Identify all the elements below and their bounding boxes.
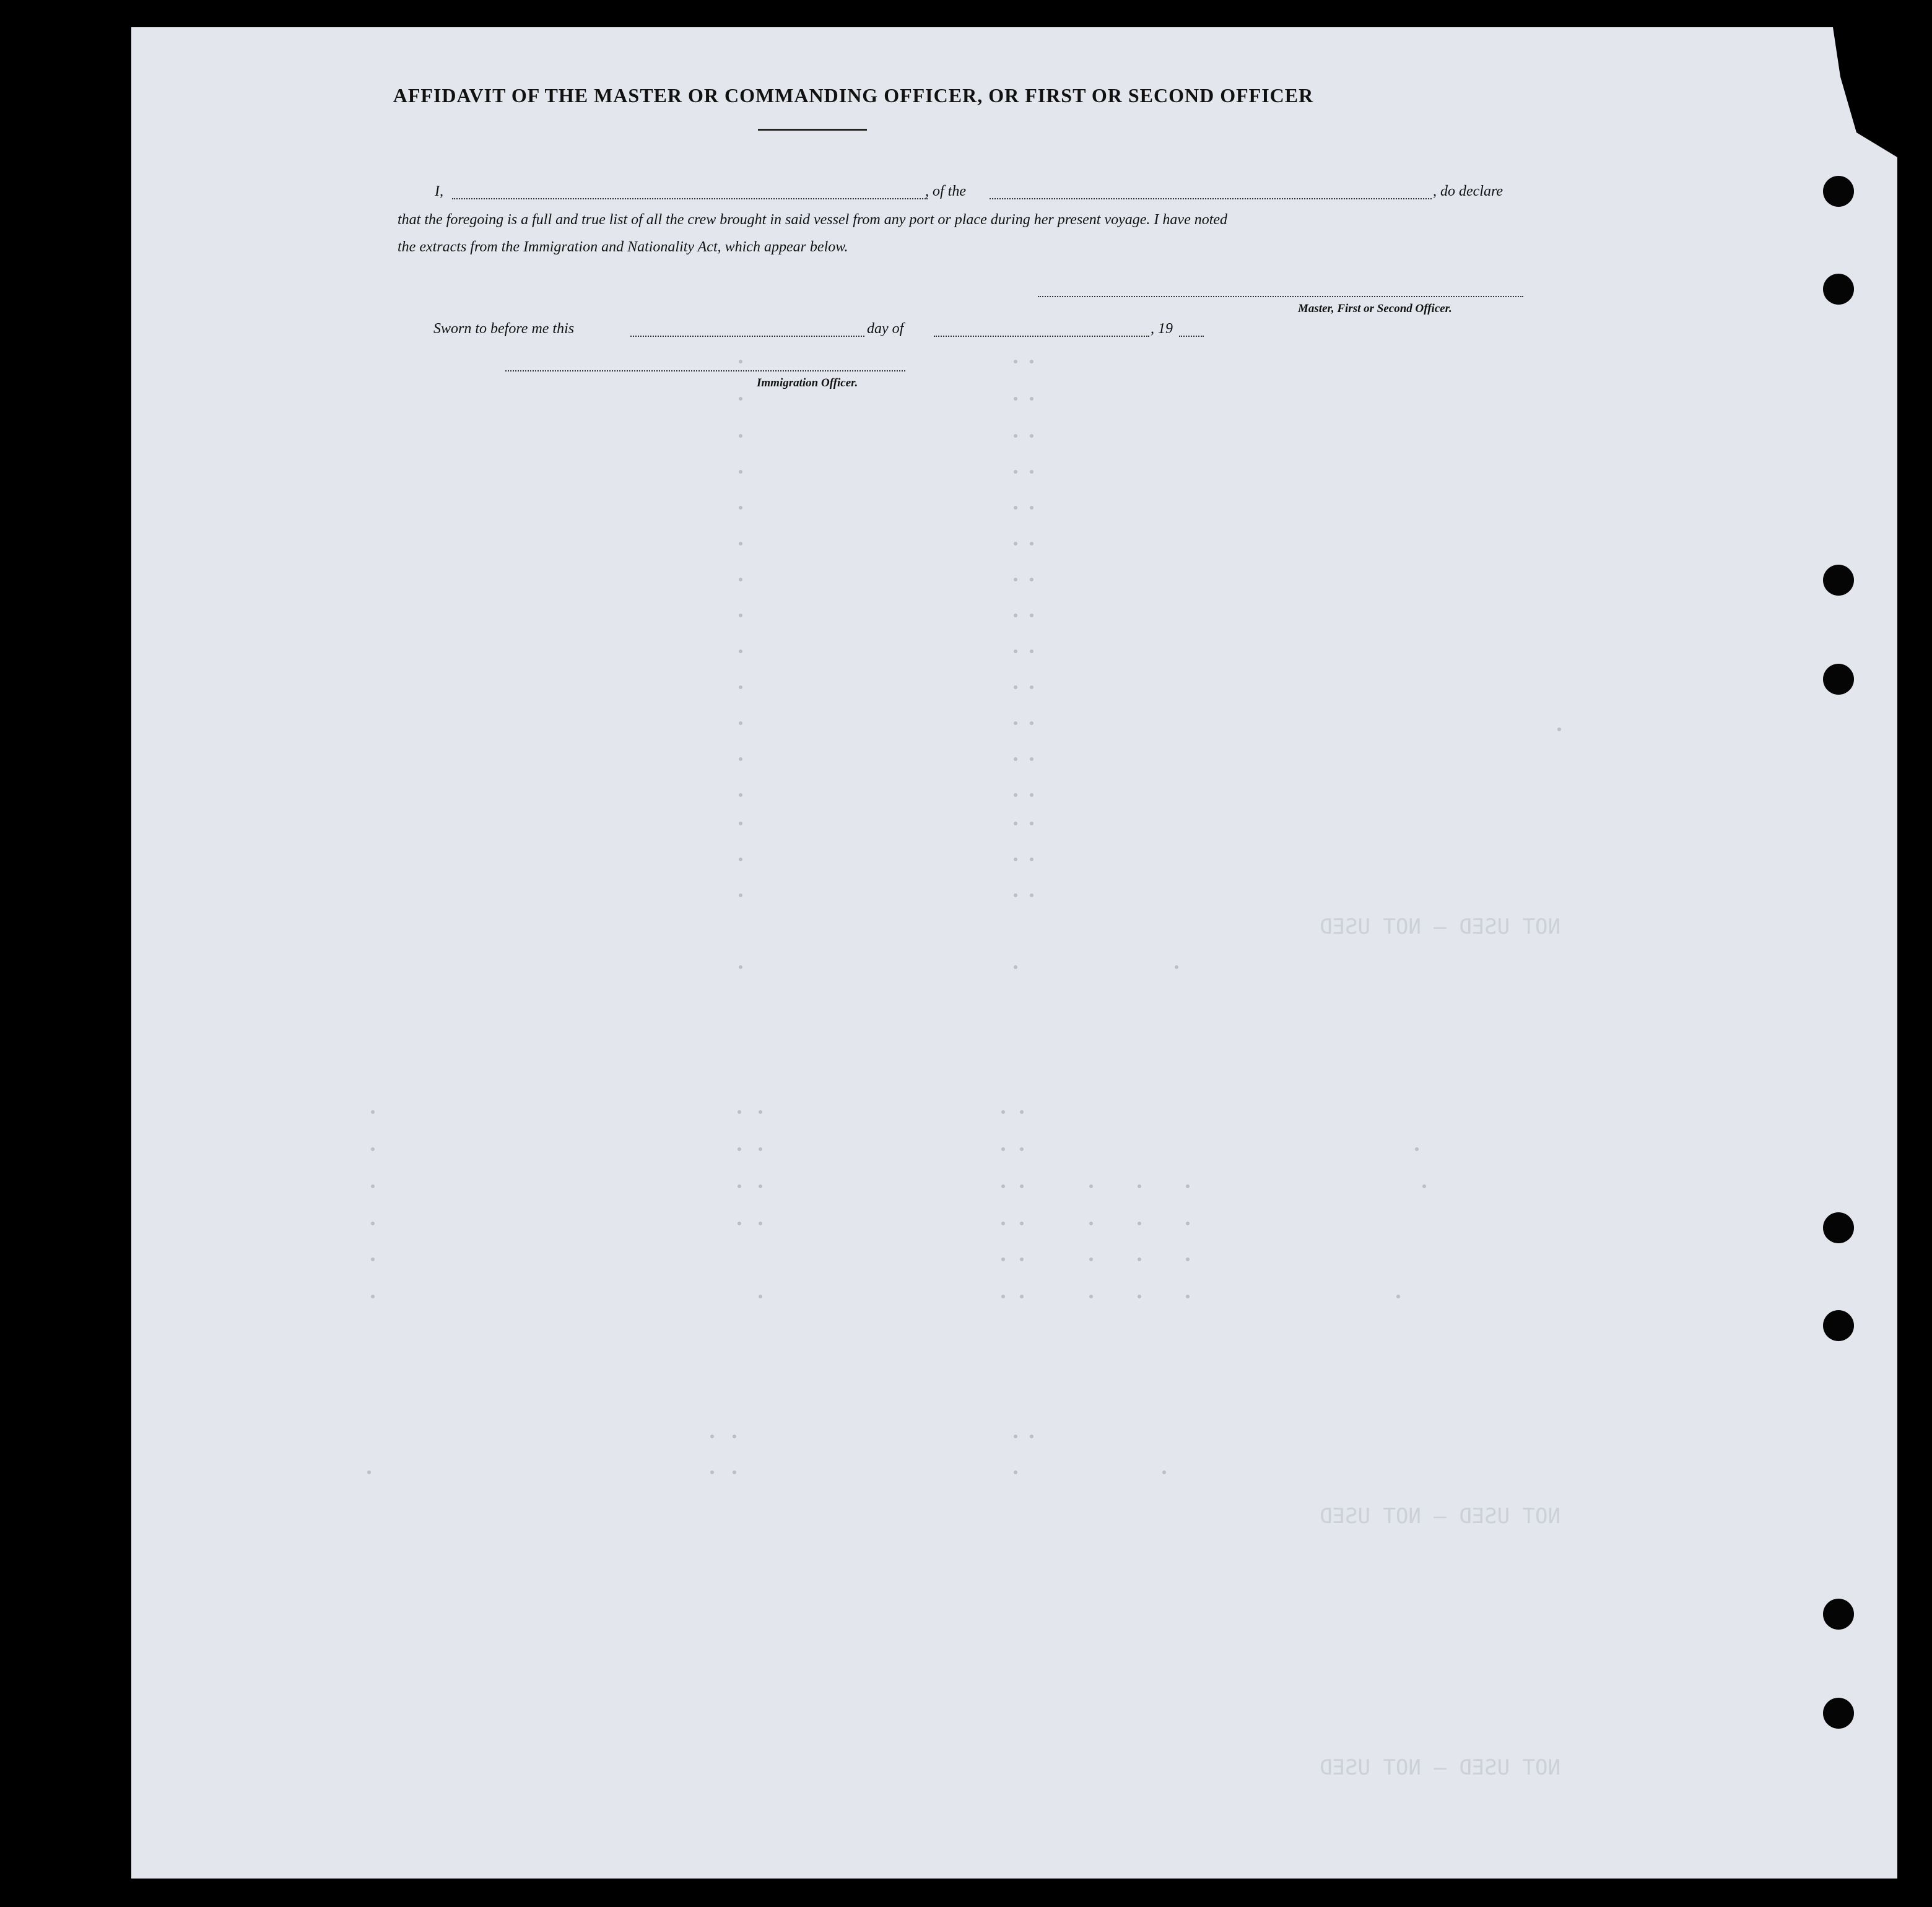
officer-signature-caption: Master, First or Second Officer. xyxy=(1298,302,1452,315)
declaration-i-label: I, xyxy=(435,183,443,199)
sworn-label: Sworn to before me this xyxy=(433,321,575,337)
day-of-label: day of xyxy=(867,321,904,337)
declaration-do-declare-label: , do declare xyxy=(1433,183,1503,199)
declaration-line-2: that the foregoing is a full and true list of all the crew brought in said vessel from any port or place during her present voyage. I have noted xyxy=(398,212,1228,228)
svg-text:NOT USED — NOT USED: NOT USED — NOT USED xyxy=(1320,1755,1560,1780)
svg-text:NOT USED — NOT USED: NOT USED — NOT USED xyxy=(1320,914,1560,939)
declaration-line-3: the extracts from the Immigration and Nationality Act, which appear below. xyxy=(398,239,848,255)
affidavit-title: AFFIDAVIT OF THE MASTER OR COMMANDING OFFICER, OR FIRST OR SECOND OFFICER xyxy=(393,84,1314,106)
svg-text:NOT USED — NOT USED: NOT USED — NOT USED xyxy=(1320,1504,1560,1529)
year-label: , 19 xyxy=(1151,321,1173,337)
immigration-officer-caption: Immigration Officer. xyxy=(757,376,858,389)
declaration-of-the-label: , of the xyxy=(925,183,966,199)
